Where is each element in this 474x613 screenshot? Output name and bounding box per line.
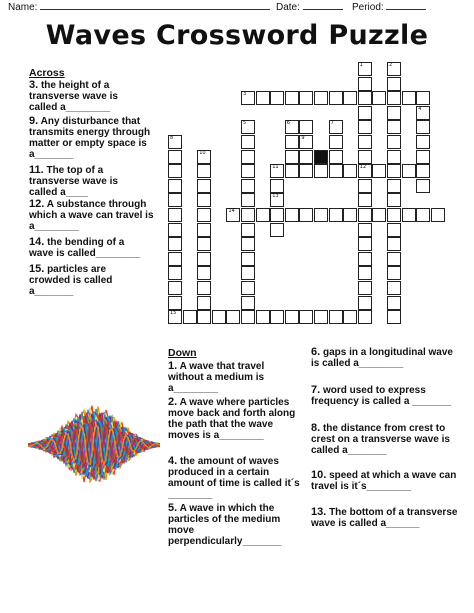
grid-cell[interactable] <box>168 179 182 193</box>
across-clue-12: 12. A substance through which a wave can travel is a________ <box>29 198 154 232</box>
grid-cell[interactable] <box>358 179 372 193</box>
grid-cell[interactable] <box>372 164 386 178</box>
grid-cell[interactable] <box>241 208 255 222</box>
grid-cell[interactable] <box>168 135 182 149</box>
grid-cell[interactable] <box>256 310 270 324</box>
grid-cell[interactable] <box>416 120 430 134</box>
grid-cell[interactable] <box>197 237 211 251</box>
grid-cell[interactable] <box>387 223 401 237</box>
grid-cell[interactable] <box>343 91 357 105</box>
grid-clue-number: 5 <box>243 120 247 127</box>
grid-cell[interactable] <box>212 310 226 324</box>
grid-cell[interactable] <box>329 310 343 324</box>
grid-cell[interactable] <box>197 150 211 164</box>
grid-cell[interactable] <box>387 62 401 76</box>
grid-cell[interactable] <box>358 266 372 280</box>
grid-cell-blocked <box>314 150 328 164</box>
grid-cell[interactable] <box>416 208 430 222</box>
grid-cell[interactable] <box>168 296 182 310</box>
grid-cell[interactable] <box>387 193 401 207</box>
grid-cell[interactable] <box>358 223 372 237</box>
down-heading: Down <box>168 347 197 359</box>
down-clue-10: 10. speed at which a wave can travel is it´s________ <box>311 469 457 492</box>
date-line[interactable] <box>303 0 343 10</box>
grid-cell[interactable] <box>358 296 372 310</box>
grid-cell[interactable] <box>387 150 401 164</box>
grid-cell[interactable] <box>241 281 255 295</box>
period-label: Period: <box>352 2 384 13</box>
grid-cell[interactable] <box>197 179 211 193</box>
grid-cell[interactable] <box>270 179 284 193</box>
grid-cell[interactable] <box>197 208 211 222</box>
grid-cell[interactable] <box>402 208 416 222</box>
grid-cell[interactable] <box>183 310 197 324</box>
grid-cell[interactable] <box>270 223 284 237</box>
grid-cell[interactable] <box>168 266 182 280</box>
grid-cell[interactable] <box>314 164 328 178</box>
grid-cell[interactable] <box>358 310 372 324</box>
grid-cell[interactable] <box>387 252 401 266</box>
grid-cell[interactable] <box>197 310 211 324</box>
across-clue-3: 3. the height of a transverse wave is called a________ <box>29 79 118 113</box>
grid-cell[interactable] <box>285 91 299 105</box>
grid-cell[interactable] <box>241 120 255 134</box>
grid-clue-number: 15 <box>170 310 177 317</box>
grid-cell[interactable] <box>299 208 313 222</box>
grid-cell[interactable] <box>299 150 313 164</box>
grid-cell[interactable] <box>256 91 270 105</box>
grid-cell[interactable] <box>387 135 401 149</box>
grid-cell[interactable] <box>387 120 401 134</box>
grid-clue-number: 2 <box>389 62 393 68</box>
grid-cell[interactable] <box>241 296 255 310</box>
grid-cell[interactable] <box>387 237 401 251</box>
grid-clue-number: 10 <box>199 149 206 156</box>
grid-clue-number: 12 <box>359 164 367 171</box>
grid-clue-number: 4 <box>418 105 422 112</box>
grid-cell[interactable] <box>358 281 372 295</box>
grid-cell[interactable] <box>168 193 182 207</box>
grid-cell[interactable] <box>299 164 313 178</box>
grid-cell[interactable] <box>329 164 343 178</box>
grid-cell[interactable] <box>226 310 240 324</box>
grid-clue-number: 11 <box>272 164 279 171</box>
grid-cell[interactable] <box>358 62 372 76</box>
grid-cell[interactable] <box>168 310 182 324</box>
grid-cell[interactable] <box>241 179 255 193</box>
grid-cell[interactable] <box>314 310 328 324</box>
grid-clue-number: 13 <box>272 193 279 200</box>
across-clue-11: 11. The top of a transverse wave is called a____ <box>29 164 118 198</box>
grid-cell[interactable] <box>416 106 430 120</box>
grid-cell[interactable] <box>168 252 182 266</box>
grid-cell[interactable] <box>343 164 357 178</box>
grid-cell[interactable] <box>299 310 313 324</box>
grid-cell[interactable] <box>270 91 284 105</box>
grid-cell[interactable] <box>358 135 372 149</box>
grid-cell[interactable] <box>270 164 284 178</box>
grid-cell[interactable] <box>358 91 372 105</box>
grid-cell[interactable] <box>387 310 401 324</box>
grid-cell[interactable] <box>343 208 357 222</box>
grid-cell[interactable] <box>197 296 211 310</box>
grid-cell[interactable] <box>168 223 182 237</box>
grid-cell[interactable] <box>241 193 255 207</box>
grid-cell[interactable] <box>241 135 255 149</box>
grid-clue-number: 14 <box>228 208 235 214</box>
grid-cell[interactable] <box>270 193 284 207</box>
down-clue-1: 1. A wave that travel without a medium is a________ <box>168 360 265 394</box>
across-clue-15: 15. particles are crowded is called a_______ <box>29 263 113 297</box>
grid-cell[interactable] <box>241 252 255 266</box>
grid-cell[interactable] <box>387 208 401 222</box>
period-field[interactable] <box>352 0 426 13</box>
grid-cell[interactable] <box>387 91 401 105</box>
date-label: Date: <box>276 2 300 13</box>
grid-cell[interactable] <box>431 208 445 222</box>
grid-cell[interactable] <box>299 135 313 149</box>
grid-cell[interactable] <box>387 77 401 91</box>
grid-cell[interactable] <box>256 208 270 222</box>
grid-cell[interactable] <box>329 150 343 164</box>
grid-cell[interactable] <box>314 91 328 105</box>
grid-cell[interactable] <box>387 164 401 178</box>
grid-cell[interactable] <box>241 237 255 251</box>
grid-cell[interactable] <box>358 150 372 164</box>
grid-cell[interactable] <box>372 208 386 222</box>
grid-cell[interactable] <box>329 208 343 222</box>
grid-cell[interactable] <box>416 150 430 164</box>
wave-illustration <box>28 395 160 495</box>
grid-cell[interactable] <box>241 91 255 105</box>
date-field[interactable] <box>276 0 343 13</box>
name-field[interactable] <box>8 0 270 13</box>
grid-cell[interactable] <box>168 281 182 295</box>
grid-cell[interactable] <box>358 164 372 178</box>
grid-cell[interactable] <box>270 208 284 222</box>
grid-cell[interactable] <box>241 150 255 164</box>
grid-cell[interactable] <box>285 120 299 134</box>
grid-clue-number: 8 <box>170 135 174 141</box>
grid-cell[interactable] <box>358 237 372 251</box>
grid-cell[interactable] <box>402 164 416 178</box>
grid-cell[interactable] <box>168 150 182 164</box>
down-clue-2: 2. A wave where particles move back and forth along the path that the wave moves is a________ <box>168 396 296 441</box>
name-line[interactable] <box>40 0 270 10</box>
grid-cell[interactable] <box>197 223 211 237</box>
grid-cell[interactable] <box>329 91 343 105</box>
grid-cell[interactable] <box>197 164 211 178</box>
grid-cell[interactable] <box>402 91 416 105</box>
across-clue-9: 9. Any disturbance that transmits energy through matter or empty space is a_______ <box>29 115 151 160</box>
grid-cell[interactable] <box>416 135 430 149</box>
down-clue-7: 7. word used to express frequency is called a _______ <box>311 384 452 407</box>
grid-cell[interactable] <box>387 106 401 120</box>
grid-cell[interactable] <box>329 135 343 149</box>
page-title: Waves Crossword Puzzle <box>45 20 429 51</box>
grid-cell[interactable] <box>343 310 357 324</box>
grid-cell[interactable] <box>197 252 211 266</box>
grid-clue-number: 6 <box>286 120 290 127</box>
grid-cell[interactable] <box>285 135 299 149</box>
grid-cell[interactable] <box>358 106 372 120</box>
down-clue-4: 4. the amount of waves produced in a certain amount of time is called it´s ________ <box>168 455 300 500</box>
down-clue-8: 8. the distance from crest to crest on a transverse wave is called a_______ <box>311 422 450 456</box>
across-heading: Across <box>29 67 65 79</box>
grid-cell[interactable] <box>197 193 211 207</box>
grid-cell[interactable] <box>358 120 372 134</box>
grid-cell[interactable] <box>270 310 284 324</box>
grid-cell[interactable] <box>197 266 211 280</box>
grid-cell[interactable] <box>241 223 255 237</box>
grid-cell[interactable] <box>387 179 401 193</box>
grid-cell[interactable] <box>299 120 313 134</box>
grid-cell[interactable] <box>358 208 372 222</box>
grid-cell[interactable] <box>168 237 182 251</box>
down-clue-6: 6. gaps in a longitudinal wave is called a________ <box>311 346 453 369</box>
grid-cell[interactable] <box>358 252 372 266</box>
grid-cell[interactable] <box>387 266 401 280</box>
grid-cell[interactable] <box>416 91 430 105</box>
grid-cell[interactable] <box>168 164 182 178</box>
grid-cell[interactable] <box>329 120 343 134</box>
grid-cell[interactable] <box>241 164 255 178</box>
grid-cell[interactable] <box>314 208 328 222</box>
grid-cell[interactable] <box>285 310 299 324</box>
period-line[interactable] <box>386 0 426 10</box>
grid-clue-number: 7 <box>330 120 334 127</box>
grid-cell[interactable] <box>241 310 255 324</box>
grid-cell[interactable] <box>372 91 386 105</box>
grid-cell[interactable] <box>197 281 211 295</box>
grid-cell[interactable] <box>285 164 299 178</box>
grid-cell[interactable] <box>299 91 313 105</box>
grid-cell[interactable] <box>285 150 299 164</box>
grid-cell[interactable] <box>387 296 401 310</box>
grid-cell[interactable] <box>285 208 299 222</box>
down-clue-13: 13. The bottom of a transverse wave is called a______ <box>311 506 458 529</box>
grid-cell[interactable] <box>358 193 372 207</box>
grid-clue-number: 3 <box>243 91 247 98</box>
grid-clue-number: 9 <box>301 135 305 141</box>
down-clue-5: 5. A wave in which the particles of the medium move perpendicularly_______ <box>168 502 282 547</box>
grid-cell[interactable] <box>241 266 255 280</box>
grid-cell[interactable] <box>168 208 182 222</box>
grid-cell[interactable] <box>387 281 401 295</box>
grid-cell[interactable] <box>416 164 430 178</box>
grid-clue-number: 1 <box>359 62 363 68</box>
grid-cell[interactable] <box>358 77 372 91</box>
across-clue-14: 14. the bending of a wave is called________ <box>29 236 141 259</box>
grid-cell[interactable] <box>226 208 240 222</box>
name-label: Name: <box>8 2 38 13</box>
grid-cell[interactable] <box>416 179 430 193</box>
